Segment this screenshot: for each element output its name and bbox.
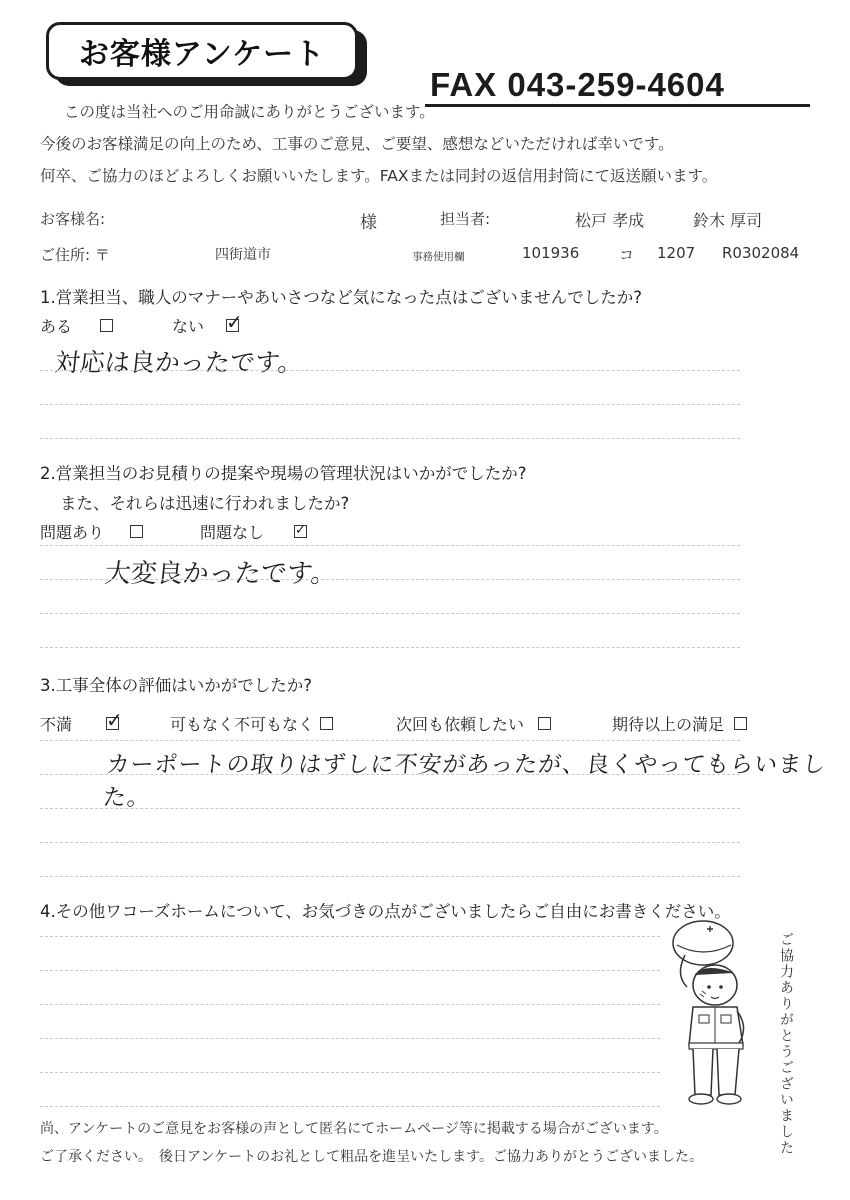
q3-option-neutral-label: 可もなく不可もなく <box>170 715 315 734</box>
q2-question-line-1: 2.営業担当のお見積りの提案や現場の管理状況はいかがでしたか? <box>40 464 527 483</box>
q2-option-problem-label: 問題あり <box>40 523 105 542</box>
q3-handwritten-answer: カーポートの取りはずしに不安があったが、良くやってもらいました。 <box>101 752 828 811</box>
q3-line-4 <box>40 842 740 843</box>
q3-option-neutral-checkbox[interactable] <box>320 717 333 730</box>
office-code-1: 101936 <box>522 244 580 262</box>
q3-line-3 <box>40 808 740 809</box>
intro-line-3: 何卒、ご協力のほどよろしくお願いいたします。FAXまたは同封の返信用封筒にて返送願います。 <box>40 167 718 185</box>
q1-line-2 <box>40 404 740 405</box>
q1-handwritten-answer: 対応は良かったです。 <box>53 348 305 377</box>
q3-option-request-again-checkbox[interactable] <box>538 717 551 730</box>
q2-option-problem-checkbox[interactable] <box>130 525 143 538</box>
customer-name-label: お客様名: <box>40 210 106 228</box>
q1-option-yes[interactable] <box>40 314 113 337</box>
q2-option-no-problem-check-mark: ✓ <box>295 523 306 538</box>
q4-line-6 <box>40 1106 660 1107</box>
q2-option-no-problem[interactable] <box>200 520 307 543</box>
q2-handwritten-answer: 大変良かったです。 <box>103 559 339 589</box>
q2-line-3 <box>40 613 740 614</box>
q4-line-3 <box>40 1004 660 1005</box>
q1-option-no[interactable] <box>172 310 243 337</box>
honorific: 様 <box>360 213 377 233</box>
q3-question: 3.工事全体の評価はいかがでしたか? <box>40 676 313 695</box>
office-code-2: コ <box>619 246 635 264</box>
form-title: お客様アンケート <box>46 22 358 80</box>
q4-line-1 <box>40 936 660 937</box>
q1-question: 1.営業担当、職人のマナーやあいさつなど気になった点はございませんでしたか? <box>40 288 643 307</box>
staff-name-1: 松戸 孝成 <box>575 211 645 230</box>
footer-line-2: ご了承ください。 後日アンケートのお礼として粗品を進呈いたします。ご協力ありがとうございました。 <box>40 1149 704 1165</box>
office-code-3: 1207 <box>657 244 696 262</box>
bowing-worker-illustration <box>655 915 770 1110</box>
q4-question: 4.その他ワコーズホームについて、お気づきの点がございましたらご自由にお書きください。 <box>40 902 731 921</box>
fax-underline <box>425 104 810 107</box>
q3-line-2 <box>40 774 740 775</box>
q3-option-exceeded-label: 期待以上の満足 <box>612 715 725 734</box>
q1-option-no-check-mark: ✓ <box>226 310 243 334</box>
q3-line-5 <box>40 876 740 877</box>
q2-question-line-2: また、それらは迅速に行われましたか? <box>60 494 350 513</box>
q3-option-dissatisfied-checkbox[interactable] <box>106 708 123 732</box>
q2-option-no-problem-label: 問題なし <box>200 523 265 542</box>
q3-option-exceeded[interactable] <box>612 712 747 735</box>
intro-line-1: この度は当社へのご用命誠にありがとうございます。 <box>64 103 435 121</box>
q2-line-4 <box>40 647 740 648</box>
q3-option-dissatisfied-check-mark: ✓ <box>106 708 123 732</box>
staff-label: 担当者: <box>440 210 491 228</box>
vertical-thanks-text: ご協力ありがとうございました <box>778 932 794 1156</box>
office-code-4: R0302084 <box>722 244 800 262</box>
q3-option-neutral[interactable] <box>170 712 333 735</box>
q3-option-dissatisfied-label: 不満 <box>40 715 73 734</box>
q1-line-1 <box>40 370 740 371</box>
address-label: ご住所: 〒 <box>40 246 110 264</box>
q2-option-problem[interactable] <box>40 520 143 543</box>
q1-option-no-label: ない <box>172 317 205 336</box>
intro-line-2: 今後のお客様満足の向上のため、工事のご意見、ご要望、感想などいただければ幸いです。 <box>40 135 674 153</box>
q2-line-2 <box>40 579 740 580</box>
q1-option-yes-checkbox[interactable] <box>100 319 113 332</box>
q2-option-no-problem-checkbox[interactable] <box>294 525 307 538</box>
q1-option-no-checkbox[interactable] <box>226 310 243 334</box>
q2-line-1 <box>40 545 740 546</box>
q4-line-2 <box>40 970 660 971</box>
q1-option-yes-label: ある <box>40 317 73 336</box>
q3-option-dissatisfied[interactable] <box>40 708 123 735</box>
office-use-label: 事務使用欄 <box>412 251 465 263</box>
q4-line-4 <box>40 1038 660 1039</box>
q3-option-request-again-label: 次回も依頼したい <box>396 715 525 734</box>
footer-line-1: 尚、アンケートのご意見をお客様の声として匿名にてホームページ等に掲載する場合がございます。 <box>40 1121 668 1137</box>
q1-line-3 <box>40 438 740 439</box>
q3-line-1 <box>40 740 740 741</box>
fax-number: FAX 043-259-4604 <box>430 66 725 103</box>
q3-option-request-again[interactable] <box>396 712 551 735</box>
q3-option-exceeded-checkbox[interactable] <box>734 717 747 730</box>
staff-name-2: 鈴木 厚司 <box>693 211 763 230</box>
address-city: 四街道市 <box>215 247 271 263</box>
q4-line-5 <box>40 1072 660 1073</box>
